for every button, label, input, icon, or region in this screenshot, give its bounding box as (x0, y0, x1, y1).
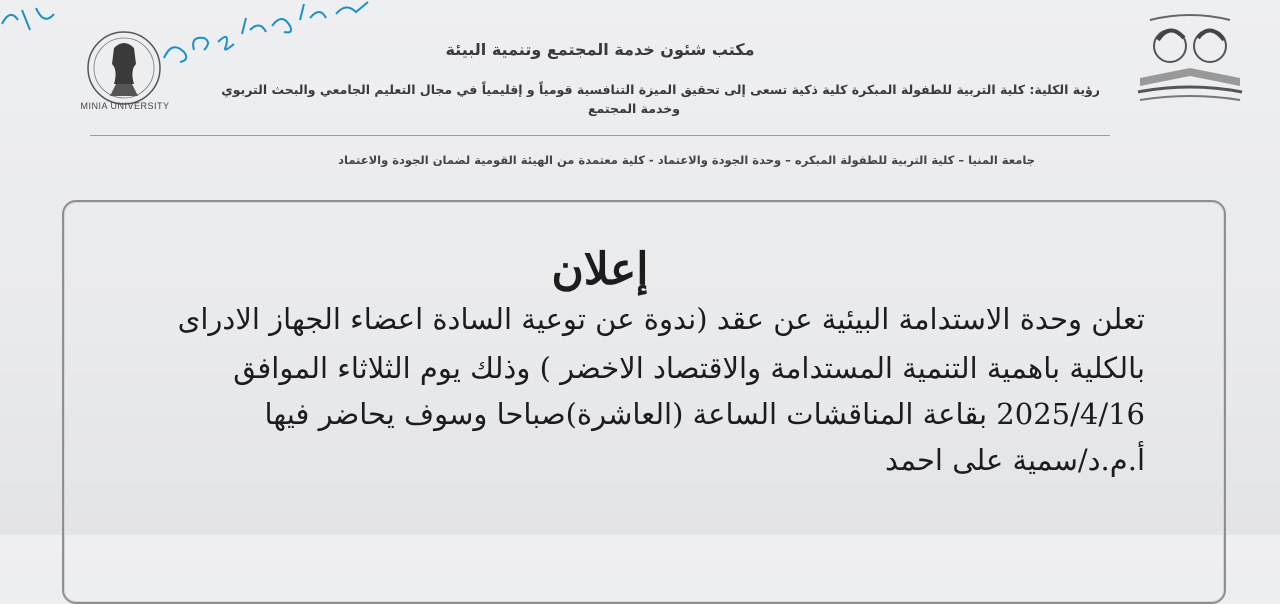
faculty-logo (1130, 12, 1250, 108)
faculty-vision (200, 80, 1100, 118)
handwritten-annotation (150, 0, 390, 70)
affiliation-line: جامعة المنيا – كلية التربية للطفولة المبكره – وحدة الجودة والاعتماد - كلية معتمدة من الهيئة القومية لضمان الجودة والاعتماد (338, 153, 1035, 167)
university-caption: MINIA UNIVERSITY (80, 101, 170, 111)
header-divider (90, 135, 1110, 136)
children-reading-logo-icon (1130, 12, 1250, 108)
vision-line-2: وخدمة المجتمع (587, 101, 680, 116)
vision-line-1: رؤية الكلية: كلية التربية للطفولة المبكرة كلية ذكية تسعى إلى تحقيق الميزة التنافسية قومياً و إقليمياً في مجال التعليم الجامعي والبحث التربوي (221, 82, 1100, 97)
announcement-line-3: 2025/4/16 بقاعة المناقشات الساعة (العاشرة)صباحا وسوف يحاضر فيها (264, 397, 1145, 431)
announcement-line-4: أ.م.د/سمية على احمد (885, 443, 1145, 477)
handwritten-top-left-mark (0, 0, 60, 36)
announcement-line-2: بالكلية باهمية التنمية المستدامة والاقتصاد الاخضر ) وذلك يوم الثلاثاء الموافق (233, 351, 1145, 385)
announcement-line-1: تعلن وحدة الاستدامة البيئية عن عقد (ندوة عن توعية السادة اعضاء الجهاز الادراى (177, 302, 1145, 336)
office-title: مكتب شئون خدمة المجتمع وتنمية البيئة (445, 40, 755, 59)
announcement-title: إعلان (551, 244, 649, 295)
